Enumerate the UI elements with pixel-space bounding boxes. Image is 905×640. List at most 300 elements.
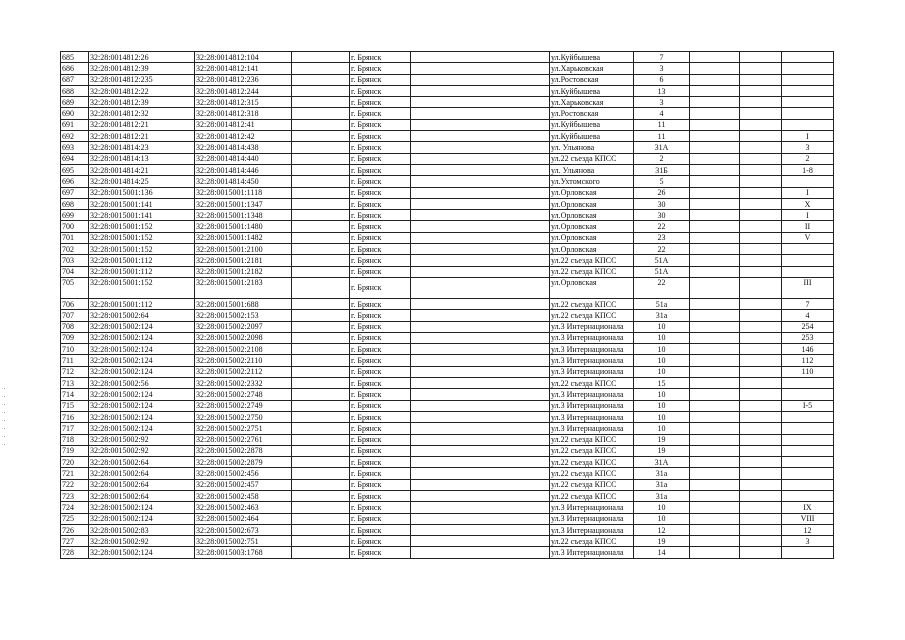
table-cell — [292, 321, 350, 332]
table-cell: 697 — [61, 187, 89, 198]
table-cell — [690, 547, 740, 558]
table-cell — [411, 153, 550, 164]
table-cell — [690, 97, 740, 108]
table-cell — [411, 63, 550, 74]
table-cell — [411, 366, 550, 377]
table-cell: ул.Куйбышева — [550, 131, 634, 142]
table-cell — [411, 142, 550, 153]
table-cell: 10 — [634, 513, 690, 524]
table-cell: 32:28:0014812:141 — [195, 63, 292, 74]
table-row — [61, 400, 834, 411]
table-cell — [411, 502, 550, 513]
table-cell: 696 — [61, 176, 89, 187]
table-cell — [690, 255, 740, 266]
table-cell — [690, 210, 740, 221]
table-cell: 32:28:0015002:64 — [89, 468, 195, 479]
table-cell — [782, 445, 834, 456]
table-cell: г. Брянск — [350, 97, 411, 108]
table-cell: г. Брянск — [350, 411, 411, 422]
table-cell — [411, 164, 550, 175]
table-cell: 32:28:0014812:236 — [195, 74, 292, 85]
table-cell: 6 — [634, 74, 690, 85]
table-cell — [740, 232, 782, 243]
table-cell: 12 — [634, 524, 690, 535]
table-cell — [740, 479, 782, 490]
table-cell — [292, 277, 350, 298]
table-cell — [292, 153, 350, 164]
table-cell: 31А — [634, 457, 690, 468]
table-cell: 705 — [61, 277, 89, 298]
table-cell: 715 — [61, 400, 89, 411]
table-cell — [690, 131, 740, 142]
table-cell: II — [782, 221, 834, 232]
table-cell: 32:28:0014812:32 — [89, 108, 195, 119]
table-cell: 32:28:0015001:152 — [89, 232, 195, 243]
table-cell — [292, 366, 350, 377]
table-cell: ул.3 Интернационала — [550, 524, 634, 535]
table-cell — [411, 277, 550, 298]
table-cell: 32:28:0015002:2097 — [195, 321, 292, 332]
table-cell: ул.Куйбышева — [550, 85, 634, 96]
table-cell — [292, 244, 350, 255]
table-cell — [292, 187, 350, 198]
table-cell: 32:28:0015002:2332 — [195, 378, 292, 389]
table-cell: 11 — [634, 131, 690, 142]
table-cell: г. Брянск — [350, 423, 411, 434]
table-row — [61, 74, 834, 85]
table-row — [61, 298, 834, 309]
table-cell: 31а — [634, 479, 690, 490]
table-row — [61, 536, 834, 547]
table-row — [61, 513, 834, 524]
table-cell: г. Брянск — [350, 490, 411, 501]
table-cell: ул.3 Интернационала — [550, 513, 634, 524]
table-row — [61, 378, 834, 389]
table-cell: IX — [782, 502, 834, 513]
table-cell — [292, 85, 350, 96]
table-cell: 51А — [634, 255, 690, 266]
table-cell: 32:28:0015002:56 — [89, 378, 195, 389]
table-cell: 32:28:0014814:450 — [195, 176, 292, 187]
table-row — [61, 423, 834, 434]
table-cell: 689 — [61, 97, 89, 108]
table-cell — [411, 332, 550, 343]
table-cell: 51А — [634, 266, 690, 277]
table-cell: 710 — [61, 344, 89, 355]
table-cell: 15 — [634, 378, 690, 389]
table-cell — [411, 108, 550, 119]
table-cell: г. Брянск — [350, 232, 411, 243]
table-cell: ул.3 Интернационала — [550, 502, 634, 513]
table-cell — [690, 198, 740, 209]
table-cell — [690, 221, 740, 232]
table-cell: ул.Куйбышева — [550, 52, 634, 63]
table-cell — [411, 445, 550, 456]
table-cell: 32:28:0015002:124 — [89, 321, 195, 332]
table-cell: г. Брянск — [350, 457, 411, 468]
table-cell: г. Брянск — [350, 321, 411, 332]
table-cell — [690, 108, 740, 119]
table-cell: г. Брянск — [350, 400, 411, 411]
table-cell — [292, 198, 350, 209]
table-cell — [292, 176, 350, 187]
table-cell: 32:28:0014812:315 — [195, 97, 292, 108]
table-cell — [292, 490, 350, 501]
table-cell: 714 — [61, 389, 89, 400]
table-row — [61, 490, 834, 501]
table-cell — [690, 321, 740, 332]
table-row — [61, 468, 834, 479]
table-cell: ул.Ухтомского — [550, 176, 634, 187]
table-cell — [740, 63, 782, 74]
table-cell: г. Брянск — [350, 378, 411, 389]
table-cell — [690, 434, 740, 445]
table-cell: 19 — [634, 536, 690, 547]
table-cell: 110 — [782, 366, 834, 377]
table-cell: X — [782, 198, 834, 209]
table-cell: 7 — [782, 298, 834, 309]
table-cell — [292, 344, 350, 355]
table-cell: 712 — [61, 366, 89, 377]
table-cell: 32:28:0015001:136 — [89, 187, 195, 198]
table-cell — [411, 457, 550, 468]
table-cell: ул.3 Интернационала — [550, 355, 634, 366]
table-cell — [292, 164, 350, 175]
table-cell: ул.22 съезда КПСС — [550, 255, 634, 266]
table-cell: 13 — [634, 85, 690, 96]
table-cell — [411, 198, 550, 209]
table-cell: 32:28:0015001:1482 — [195, 232, 292, 243]
table-cell — [740, 142, 782, 153]
table-cell — [740, 355, 782, 366]
table-cell: 32:28:0014812:39 — [89, 63, 195, 74]
table-cell: 7 — [634, 52, 690, 63]
table-row — [61, 176, 834, 187]
table-cell — [690, 63, 740, 74]
table-cell: г. Брянск — [350, 366, 411, 377]
table-cell: 32:28:0015002:673 — [195, 524, 292, 535]
table-cell: 32:28:0015001:141 — [89, 198, 195, 209]
table-cell: 32:28:0015002:458 — [195, 490, 292, 501]
table-cell — [292, 400, 350, 411]
table-cell — [740, 344, 782, 355]
table-cell: г. Брянск — [350, 210, 411, 221]
table-cell: 694 — [61, 153, 89, 164]
table-cell: 32:28:0014812:39 — [89, 97, 195, 108]
table-cell — [411, 298, 550, 309]
table-cell — [740, 187, 782, 198]
table-cell: 722 — [61, 479, 89, 490]
table-cell: г. Брянск — [350, 187, 411, 198]
table-cell: 32:28:0015001:2183 — [195, 277, 292, 298]
table-cell — [782, 255, 834, 266]
table-cell: 32:28:0014814:25 — [89, 176, 195, 187]
table-cell: 32:28:0015002:124 — [89, 502, 195, 513]
table-cell — [740, 244, 782, 255]
table-cell: 10 — [634, 321, 690, 332]
table-cell — [690, 513, 740, 524]
table-cell — [740, 490, 782, 501]
table-cell: 686 — [61, 63, 89, 74]
table-cell: г. Брянск — [350, 502, 411, 513]
table-cell: ул.Ростовская — [550, 108, 634, 119]
table-cell: г. Брянск — [350, 63, 411, 74]
table-row — [61, 153, 834, 164]
table-cell: ул.Харьковская — [550, 63, 634, 74]
table-cell — [411, 411, 550, 422]
table-cell: г. Брянск — [350, 74, 411, 85]
table-row — [61, 63, 834, 74]
table-cell: 32:28:0015002:64 — [89, 479, 195, 490]
table-cell — [292, 74, 350, 85]
table-cell: 32:28:0015002:124 — [89, 547, 195, 558]
table-cell — [292, 266, 350, 277]
table-cell — [411, 210, 550, 221]
table-cell: 725 — [61, 513, 89, 524]
table-row — [61, 277, 834, 298]
table-cell — [690, 445, 740, 456]
table-cell: ул.3 Интернационала — [550, 344, 634, 355]
table-cell — [411, 119, 550, 130]
table-cell: 32:28:0014812:235 — [89, 74, 195, 85]
table-cell: 32:28:0015001:1347 — [195, 198, 292, 209]
table-cell — [782, 411, 834, 422]
table-cell — [292, 457, 350, 468]
table-cell: 10 — [634, 423, 690, 434]
table-cell — [690, 298, 740, 309]
table-cell — [782, 468, 834, 479]
table-cell: 718 — [61, 434, 89, 445]
table-cell — [411, 524, 550, 535]
table-cell — [740, 176, 782, 187]
table-cell: 727 — [61, 536, 89, 547]
table-cell: 32:28:0014814:21 — [89, 164, 195, 175]
table-cell — [292, 221, 350, 232]
table-row — [61, 457, 834, 468]
table-cell: 721 — [61, 468, 89, 479]
table-row — [61, 344, 834, 355]
table-cell: 32:28:0014812:244 — [195, 85, 292, 96]
table-row — [61, 255, 834, 266]
table-cell: 32:28:0014814:13 — [89, 153, 195, 164]
table-cell — [292, 524, 350, 535]
table-cell: 31Б — [634, 164, 690, 175]
table-cell: 708 — [61, 321, 89, 332]
table-cell: г. Брянск — [350, 389, 411, 400]
table-cell: 19 — [634, 434, 690, 445]
table-cell: 30 — [634, 198, 690, 209]
table-cell: г. Брянск — [350, 277, 411, 298]
table-cell: 32:28:0014814:446 — [195, 164, 292, 175]
table-cell — [740, 266, 782, 277]
table-row — [61, 547, 834, 558]
table-cell: ул.Ростовская — [550, 74, 634, 85]
table-cell: ул.Орловская — [550, 210, 634, 221]
table-cell: 3 — [782, 536, 834, 547]
table-row — [61, 131, 834, 142]
table-cell: 32:28:0015002:2878 — [195, 445, 292, 456]
table-cell: 704 — [61, 266, 89, 277]
table-cell: 719 — [61, 445, 89, 456]
table-cell — [740, 400, 782, 411]
table-cell: 32:28:0015002:153 — [195, 310, 292, 321]
table-cell — [690, 52, 740, 63]
table-cell — [740, 502, 782, 513]
table-cell — [740, 221, 782, 232]
table-cell: I — [782, 187, 834, 198]
table-cell — [292, 513, 350, 524]
table-cell — [782, 63, 834, 74]
table-cell: 32:28:0015001:1118 — [195, 187, 292, 198]
table-cell — [690, 423, 740, 434]
table-cell: ул.22 съезда КПСС — [550, 434, 634, 445]
table-cell — [740, 332, 782, 343]
table-cell: г. Брянск — [350, 310, 411, 321]
table-cell — [690, 468, 740, 479]
table-row — [61, 97, 834, 108]
table-cell — [782, 176, 834, 187]
table-cell — [292, 210, 350, 221]
table-cell — [411, 74, 550, 85]
table-cell: I — [782, 210, 834, 221]
table-cell — [690, 400, 740, 411]
table-cell: г. Брянск — [350, 108, 411, 119]
table-cell: 32:28:0015001:2182 — [195, 266, 292, 277]
table-row — [61, 187, 834, 198]
table-cell: 693 — [61, 142, 89, 153]
table-cell: 728 — [61, 547, 89, 558]
table-cell — [292, 63, 350, 74]
table-cell: 10 — [634, 332, 690, 343]
table-cell — [411, 479, 550, 490]
table-cell: 32:28:0015002:2749 — [195, 400, 292, 411]
table-cell — [292, 310, 350, 321]
table-cell: ул.22 съезда КПСС — [550, 490, 634, 501]
table-cell — [292, 355, 350, 366]
table-cell — [782, 547, 834, 558]
table-cell — [690, 119, 740, 130]
table-cell: 717 — [61, 423, 89, 434]
table-cell: 32:28:0015002:2751 — [195, 423, 292, 434]
table-cell: 32:28:0015002:2748 — [195, 389, 292, 400]
table-cell: ул.22 съезда КПСС — [550, 479, 634, 490]
table-cell — [411, 423, 550, 434]
table-cell: г. Брянск — [350, 244, 411, 255]
table-cell: 4 — [634, 108, 690, 119]
table-cell: г. Брянск — [350, 221, 411, 232]
table-row — [61, 210, 834, 221]
table-cell: 32:28:0015002:124 — [89, 513, 195, 524]
table-cell — [411, 131, 550, 142]
table-cell — [740, 97, 782, 108]
table-cell: 726 — [61, 524, 89, 535]
table-cell — [690, 277, 740, 298]
table-cell: 51а — [634, 298, 690, 309]
table-cell: 3 — [634, 97, 690, 108]
table-cell — [292, 547, 350, 558]
table-cell — [292, 378, 350, 389]
table-cell: ул.Орловская — [550, 198, 634, 209]
table-cell: 12 — [782, 524, 834, 535]
table-row — [61, 52, 834, 63]
table-cell: 3 — [782, 142, 834, 153]
table-cell — [292, 536, 350, 547]
table-cell: 31а — [634, 468, 690, 479]
table-cell — [292, 52, 350, 63]
table-cell: V — [782, 232, 834, 243]
table-cell — [690, 85, 740, 96]
table-cell — [740, 310, 782, 321]
table-cell: г. Брянск — [350, 164, 411, 175]
table-cell — [782, 97, 834, 108]
table-cell — [292, 108, 350, 119]
table-cell: 10 — [634, 344, 690, 355]
table-cell: 688 — [61, 85, 89, 96]
table-cell — [740, 210, 782, 221]
table-cell: 32:28:0015002:464 — [195, 513, 292, 524]
table-cell: 32:28:0015002:2761 — [195, 434, 292, 445]
table-cell: 32:28:0014814:440 — [195, 153, 292, 164]
table-cell: 32:28:0014814:23 — [89, 142, 195, 153]
table-cell: 30 — [634, 210, 690, 221]
table-cell: 26 — [634, 187, 690, 198]
table-cell — [782, 108, 834, 119]
table-cell: 32:28:0014812:21 — [89, 119, 195, 130]
table-cell: 32:28:0014812:104 — [195, 52, 292, 63]
table-cell: 32:28:0015002:64 — [89, 457, 195, 468]
table-cell — [740, 366, 782, 377]
table-row — [61, 502, 834, 513]
table-cell — [782, 389, 834, 400]
table-cell: 10 — [634, 355, 690, 366]
table-cell: 32:28:0015002:124 — [89, 400, 195, 411]
table-cell: 2 — [634, 153, 690, 164]
table-cell: 31А — [634, 142, 690, 153]
table-cell: 10 — [634, 400, 690, 411]
table-cell — [411, 468, 550, 479]
table-cell: г. Брянск — [350, 524, 411, 535]
table-cell: ул.Орловская — [550, 277, 634, 298]
table-cell: 23 — [634, 232, 690, 243]
table-cell: 32:28:0014812:26 — [89, 52, 195, 63]
table-cell: 692 — [61, 131, 89, 142]
table-cell: ул.22 съезда КПСС — [550, 378, 634, 389]
table-cell — [690, 524, 740, 535]
table-cell: г. Брянск — [350, 332, 411, 343]
table-cell — [690, 502, 740, 513]
table-cell: 709 — [61, 332, 89, 343]
table-cell — [411, 266, 550, 277]
table-cell: 32:28:0015001:688 — [195, 298, 292, 309]
table-cell: 14 — [634, 547, 690, 558]
table-cell — [740, 547, 782, 558]
table-cell — [411, 355, 550, 366]
table-cell: 32:28:0015002:457 — [195, 479, 292, 490]
table-cell: 32:28:0015002:124 — [89, 423, 195, 434]
table-cell: I-5 — [782, 400, 834, 411]
table-cell — [292, 232, 350, 243]
table-cell: ул.22 съезда КПСС — [550, 298, 634, 309]
table-cell — [782, 85, 834, 96]
table-cell: г. Брянск — [350, 153, 411, 164]
table-cell: 32:28:0015002:92 — [89, 445, 195, 456]
table-cell: I — [782, 131, 834, 142]
table-cell: 32:28:0014812:42 — [195, 131, 292, 142]
table-cell — [411, 344, 550, 355]
table-cell: 32:28:0015001:1348 — [195, 210, 292, 221]
table-cell: 700 — [61, 221, 89, 232]
table-cell: 32:28:0015001:152 — [89, 244, 195, 255]
